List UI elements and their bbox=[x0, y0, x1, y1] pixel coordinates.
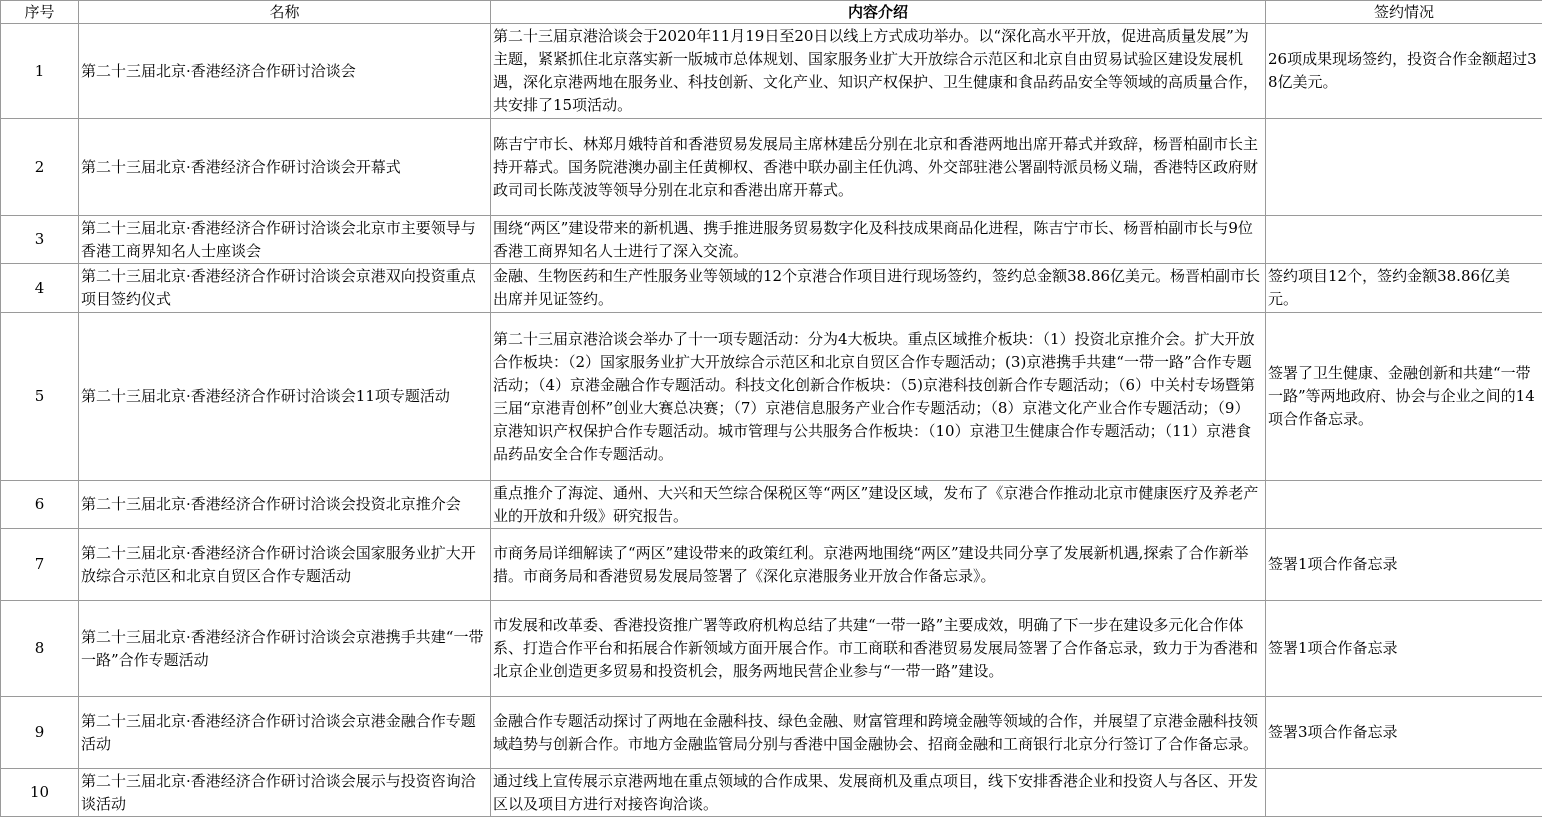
table-row bbox=[1, 216, 1542, 264]
table-row bbox=[1, 24, 1542, 119]
row-name: 第二十三届北京·香港经济合作研讨洽谈会11项专题活动 bbox=[79, 313, 491, 481]
row-intro: 重点推介了海淀、通州、大兴和天竺综合保税区等“两区”建设区域，发布了《京港合作推动北京市健康医疗及养老产业的开放和升级》研究报告。 bbox=[491, 481, 1266, 529]
row-intro: 陈吉宁市长、林郑月娥特首和香港贸易发展局主席林建岳分别在北京和香港两地出席开幕式并致辞，杨晋柏副市长主持开幕式。国务院港澳办副主任黄柳权、香港中联办副主任仇鸿、外交部驻港公署副特派员杨义瑞，香港特区政府财政司司长陈茂波等领导分别在北京和香港出席开幕式。 bbox=[491, 119, 1266, 216]
row-index: 10 bbox=[1, 769, 79, 817]
row-sign bbox=[1266, 769, 1542, 817]
row-index: 4 bbox=[1, 264, 79, 313]
table-row bbox=[1, 697, 1542, 769]
row-index: 5 bbox=[1, 313, 79, 481]
header-sign: 签约情况 bbox=[1266, 1, 1542, 24]
row-name: 第二十三届北京·香港经济合作研讨洽谈会开幕式 bbox=[79, 119, 491, 216]
row-intro: 围绕“两区”建设带来的新机遇、携手推进服务贸易数字化及科技成果商品化进程，陈吉宁市长、杨晋柏副市长与9位香港工商界知名人士进行了深入交流。 bbox=[491, 216, 1266, 264]
row-intro: 第二十三届京港洽谈会举办了十一项专题活动：分为4大板块。重点区域推介板块：（1）投资北京推介会。扩大开放合作板块：（2）国家服务业扩大开放综合示范区和北京自贸区合作专题活动；(3)京港携手共建“一带一路”合作专题活动；（4）京港金融合作专题活动。科技文化创新合作板块：（5)京港科技创新合作专题活动；（6）中关村专场暨第三届“京港青创杯”创业大赛总决赛；（7）京港信息服务产业合作专题活动；（8）京港文化产业合作专题活动；（9）京港知识产权保护合作专题活动。城市管理与公共服务合作板块：（10）京港卫生健康合作专题活动；（11）京港食品药品安全合作专题活动。 bbox=[491, 313, 1266, 481]
row-index: 1 bbox=[1, 24, 79, 119]
table-row bbox=[1, 481, 1542, 529]
table-row bbox=[1, 313, 1542, 481]
row-sign bbox=[1266, 216, 1542, 264]
row-sign bbox=[1266, 119, 1542, 216]
header-index: 序号 bbox=[1, 1, 79, 24]
row-name: 第二十三届北京·香港经济合作研讨洽谈会京港携手共建“一带一路”合作专题活动 bbox=[79, 601, 491, 697]
header-intro: 内容介绍 bbox=[491, 1, 1266, 24]
row-index: 8 bbox=[1, 601, 79, 697]
table-row bbox=[1, 601, 1542, 697]
row-intro: 市发展和改革委、香港投资推广署等政府机构总结了共建“一带一路”主要成效，明确了下一步在建设多元化合作体系、打造合作平台和拓展合作新领域方面开展合作。市工商联和香港贸易发展局签署了合作备忘录，致力于为香港和北京企业创造更多贸易和投资机会，服务两地民营企业参与“一带一路”建设。 bbox=[491, 601, 1266, 697]
row-index: 7 bbox=[1, 529, 79, 601]
row-intro: 市商务局详细解读了“两区”建设带来的政策红利。京港两地围绕“两区”建设共同分享了发展新机遇,探索了合作新举措。市商务局和香港贸易发展局签署了《深化京港服务业开放合作备忘录》。 bbox=[491, 529, 1266, 601]
row-intro: 通过线上宣传展示京港两地在重点领域的合作成果、发展商机及重点项目，线下安排香港企业和投资人与各区、开发区以及项目方进行对接咨询洽谈。 bbox=[491, 769, 1266, 817]
row-name: 第二十三届北京·香港经济合作研讨洽谈会国家服务业扩大开放综合示范区和北京自贸区合作专题活动 bbox=[79, 529, 491, 601]
table-row bbox=[1, 264, 1542, 313]
row-intro: 第二十三届京港洽谈会于2020年11月19日至20日以线上方式成功举办。以“深化高水平开放，促进高质量发展”为主题，紧紧抓住北京落实新一版城市总体规划、国家服务业扩大开放综合示范区和北京自由贸易试验区建设发展机遇，深化京港两地在服务业、科技创新、文化产业、知识产权保护、卫生健康和食品药品安全等领域的高质量合作，共安排了15项活动。 bbox=[491, 24, 1266, 119]
row-sign: 签署3项合作备忘录 bbox=[1266, 697, 1542, 769]
row-name: 第二十三届北京·香港经济合作研讨洽谈会 bbox=[79, 24, 491, 119]
row-index: 6 bbox=[1, 481, 79, 529]
table-row bbox=[1, 119, 1542, 216]
row-name: 第二十三届北京·香港经济合作研讨洽谈会展示与投资咨询洽谈活动 bbox=[79, 769, 491, 817]
table-row bbox=[1, 769, 1542, 817]
table-row bbox=[1, 529, 1542, 601]
row-sign: 签署1项合作备忘录 bbox=[1266, 601, 1542, 697]
row-index: 9 bbox=[1, 697, 79, 769]
row-name: 第二十三届北京·香港经济合作研讨洽谈会投资北京推介会 bbox=[79, 481, 491, 529]
row-index: 3 bbox=[1, 216, 79, 264]
row-name: 第二十三届北京·香港经济合作研讨洽谈会京港金融合作专题活动 bbox=[79, 697, 491, 769]
row-intro: 金融、生物医药和生产性服务业等领域的12个京港合作项目进行现场签约，签约总金额38.86亿美元。杨晋柏副市长出席并见证签约。 bbox=[491, 264, 1266, 313]
row-sign bbox=[1266, 481, 1542, 529]
row-name: 第二十三届北京·香港经济合作研讨洽谈会京港双向投资重点项目签约仪式 bbox=[79, 264, 491, 313]
row-sign: 签约项目12个，签约金额38.86亿美元。 bbox=[1266, 264, 1542, 313]
row-sign: 签署了卫生健康、金融创新和共建“一带一路”等两地政府、协会与企业之间的14项合作备忘录。 bbox=[1266, 313, 1542, 481]
header-row bbox=[1, 1, 1542, 24]
row-name: 第二十三届北京·香港经济合作研讨洽谈会北京市主要领导与香港工商界知名人士座谈会 bbox=[79, 216, 491, 264]
row-sign: 签署1项合作备忘录 bbox=[1266, 529, 1542, 601]
header-name: 名称 bbox=[79, 1, 491, 24]
row-sign: 26项成果现场签约，投资合作金额超过38亿美元。 bbox=[1266, 24, 1542, 119]
row-intro: 金融合作专题活动探讨了两地在金融科技、绿色金融、财富管理和跨境金融等领域的合作，并展望了京港金融科技领域趋势与创新合作。市地方金融监管局分别与香港中国金融协会、招商金融和工商银行北京分行签订了合作备忘录。 bbox=[491, 697, 1266, 769]
row-index: 2 bbox=[1, 119, 79, 216]
